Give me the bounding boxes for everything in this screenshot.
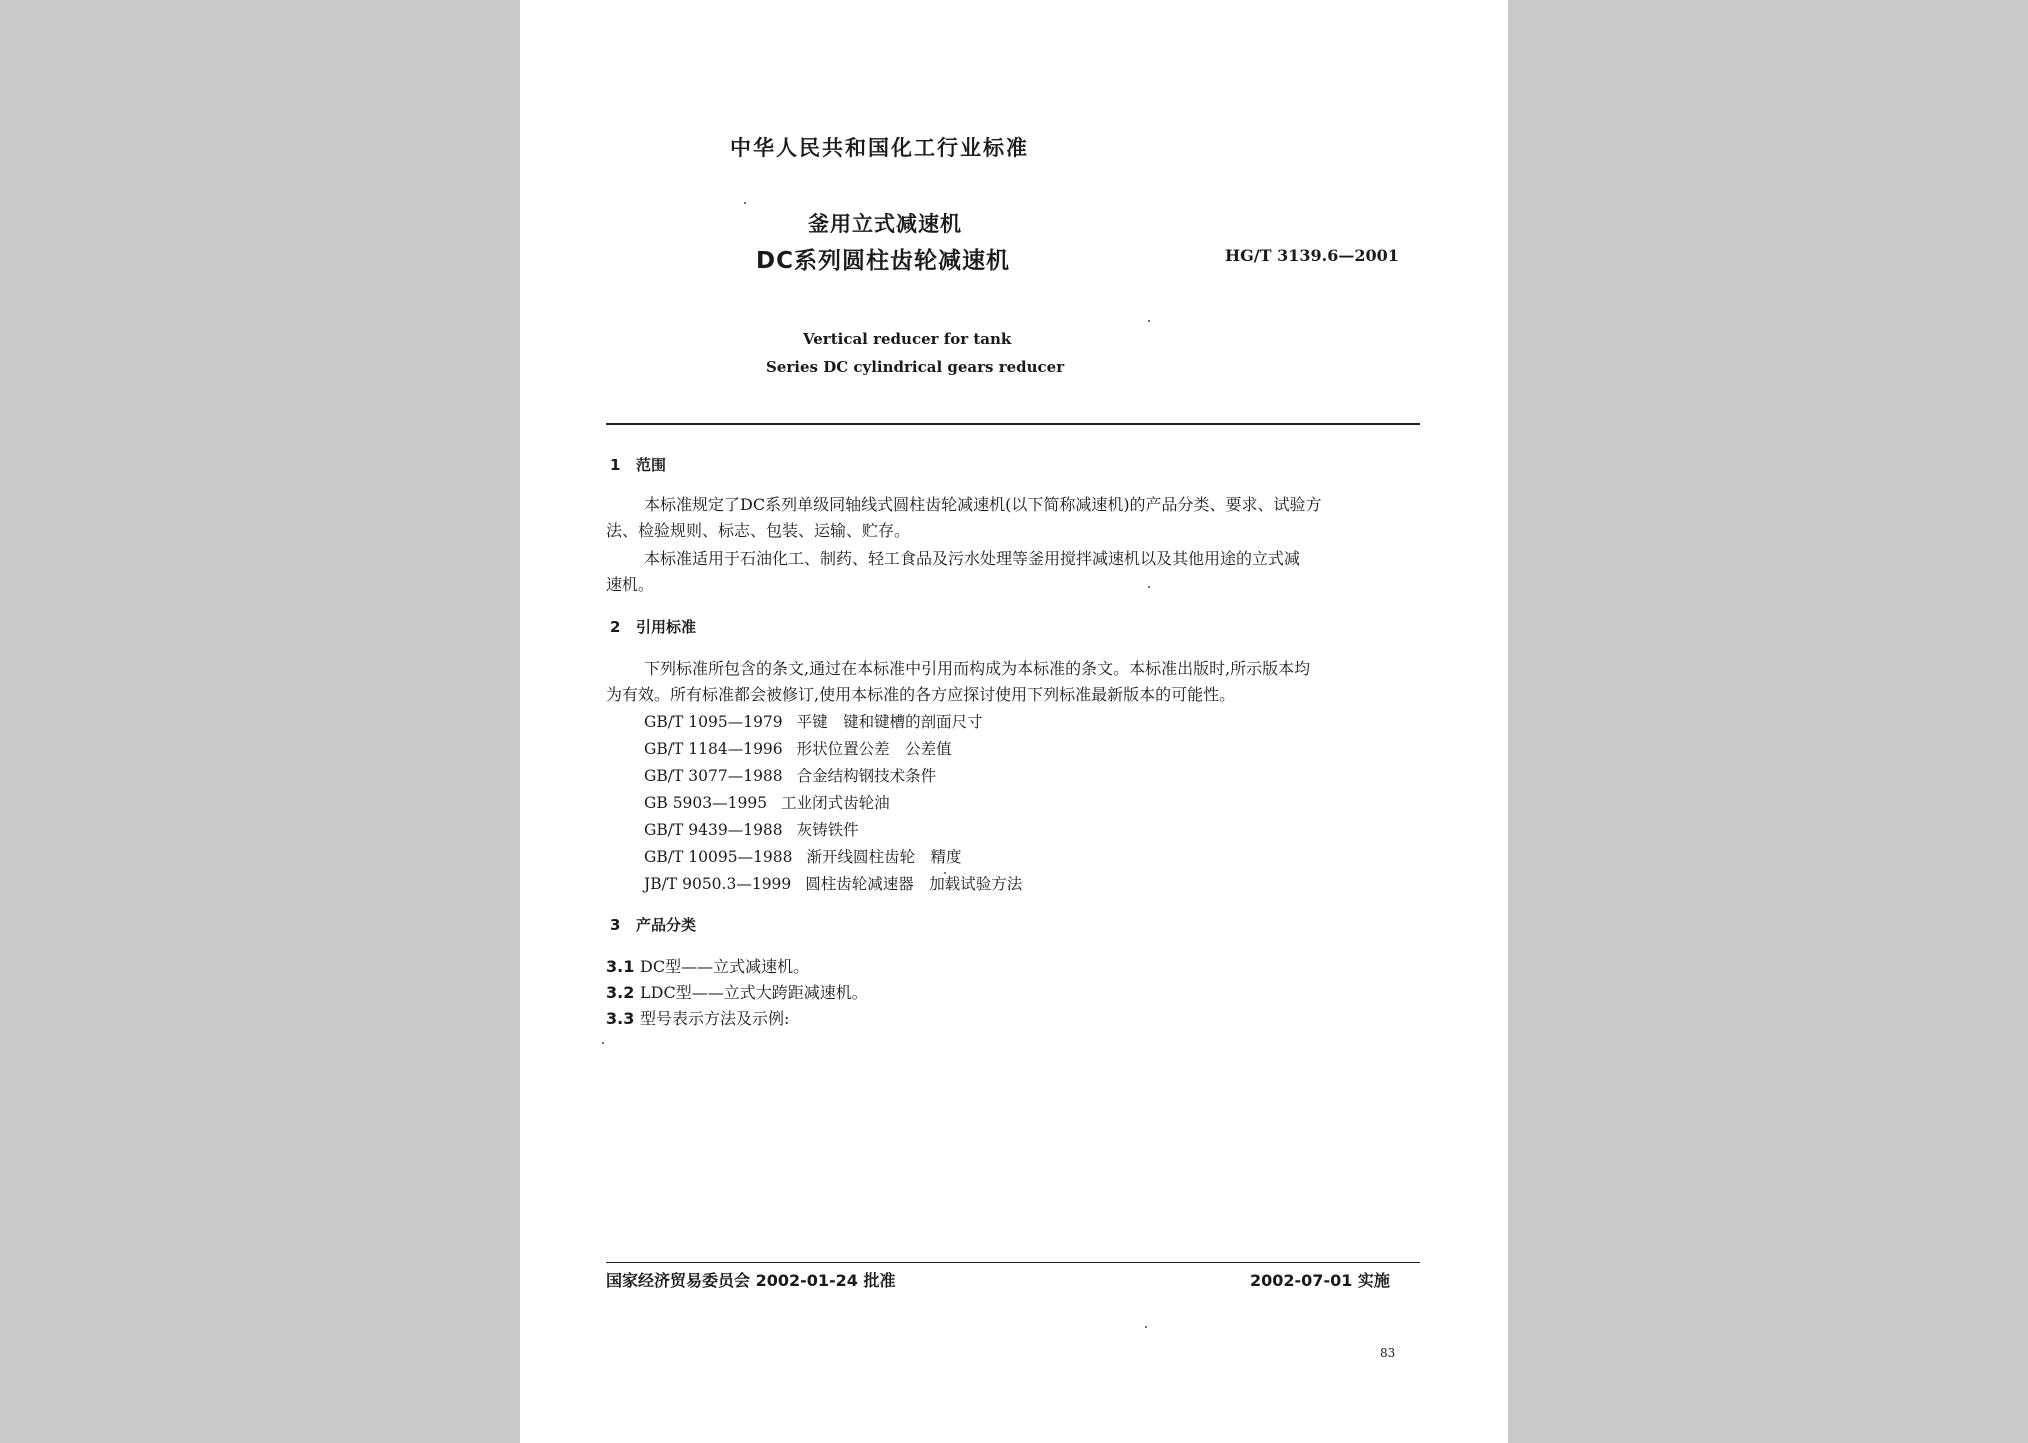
paragraph-line: 本标准规定了DC系列单级同轴线式圆柱齿轮减速机(以下简称减速机)的产品分类、要求、试验方 bbox=[644, 495, 1322, 514]
clause-text: LDC型——立式大跨距减速机。 bbox=[640, 983, 868, 1002]
document-page bbox=[520, 0, 1508, 1443]
reference-title: 形状位置公差 公差值 bbox=[796, 740, 952, 758]
standard-code: HG/T 3139.6—2001 bbox=[1225, 246, 1399, 265]
reference-title: 圆柱齿轮减速器 加载试验方法 bbox=[805, 875, 1023, 893]
section-number: 1 bbox=[610, 456, 621, 474]
reference-code: GB/T 3077—1988 bbox=[644, 767, 783, 785]
clause-number: 3.1 bbox=[606, 957, 635, 976]
clause-item bbox=[606, 980, 868, 1006]
reference-code: GB/T 9439—1988 bbox=[644, 821, 783, 839]
title-english-line-2: Series DC cylindrical gears reducer bbox=[766, 358, 1065, 376]
reference-entry bbox=[644, 872, 1022, 894]
header-divider bbox=[606, 423, 1420, 425]
reference-title: 工业闭式齿轮油 bbox=[781, 794, 890, 812]
reference-entry bbox=[644, 791, 890, 813]
implementation-date: 2002-07-01 实施 bbox=[1250, 1271, 1390, 1290]
clause-text: 型号表示方法及示例: bbox=[640, 1009, 790, 1028]
reference-code: GB/T 10095—1988 bbox=[644, 848, 793, 866]
paragraph-line: 下列标准所包含的条文,通过在本标准中引用而构成为本标准的条文。本标准出版时,所示版本均 bbox=[644, 659, 1311, 678]
clause-item bbox=[606, 1006, 789, 1032]
reference-title: 合金结构钢技术条件 bbox=[796, 767, 937, 785]
reference-code: JB/T 9050.3—1999 bbox=[644, 875, 792, 893]
paragraph-line: 法、检验规则、标志、包装、运输、贮存。 bbox=[606, 521, 911, 540]
scan-speck bbox=[1148, 586, 1150, 588]
reference-code: GB 5903—1995 bbox=[644, 794, 768, 812]
standard-organization: 中华人民共和国化工行业标准 bbox=[730, 136, 1029, 160]
scan-speck bbox=[602, 1042, 604, 1044]
clause-number: 3.3 bbox=[606, 1009, 635, 1028]
section-heading-normative-references bbox=[610, 616, 696, 637]
reference-title: 平键 键和键槽的剖面尺寸 bbox=[796, 713, 983, 731]
footer-divider bbox=[606, 1262, 1420, 1263]
title-chinese-line-2: DC系列圆柱齿轮减速机 bbox=[756, 248, 1010, 274]
reference-entry bbox=[644, 845, 962, 867]
reference-title: 灰铸铁件 bbox=[796, 821, 859, 839]
section-title: 产品分类 bbox=[636, 916, 697, 934]
reference-entry bbox=[644, 818, 859, 840]
title-chinese-line-1: 釜用立式减速机 bbox=[808, 212, 962, 236]
paragraph-line: 为有效。所有标准都会被修订,使用本标准的各方应探讨使用下列标准最新版本的可能性。 bbox=[606, 685, 1236, 704]
approval-statement: 国家经济贸易委员会 2002-01-24 批准 bbox=[606, 1271, 896, 1290]
page-number: 83 bbox=[1380, 1346, 1396, 1360]
paragraph-line: 本标准适用于石油化工、制药、轻工食品及污水处理等釜用搅拌减速机以及其他用途的立式减 bbox=[644, 549, 1301, 568]
section-number: 3 bbox=[610, 916, 621, 934]
reference-entry bbox=[644, 764, 936, 786]
clause-number: 3.2 bbox=[606, 983, 635, 1002]
section-title: 范围 bbox=[636, 456, 667, 474]
clause-item bbox=[606, 954, 809, 980]
section-title: 引用标准 bbox=[636, 618, 697, 636]
clause-text: DC型——立式减速机。 bbox=[640, 957, 810, 976]
title-english-line-1: Vertical reducer for tank bbox=[803, 330, 1012, 348]
reference-title: 渐开线圆柱齿轮 精度 bbox=[806, 848, 962, 866]
scan-speck bbox=[1148, 320, 1150, 322]
reference-code: GB/T 1184—1996 bbox=[644, 740, 783, 758]
section-heading-product-classification bbox=[610, 914, 696, 935]
scan-speck bbox=[944, 872, 946, 874]
scan-speck bbox=[744, 202, 746, 204]
scan-speck bbox=[1145, 1326, 1147, 1328]
section-heading-scope bbox=[610, 454, 666, 475]
reference-code: GB/T 1095—1979 bbox=[644, 713, 783, 731]
paragraph-line: 速机。 bbox=[606, 575, 655, 594]
reference-entry bbox=[644, 737, 952, 759]
reference-entry bbox=[644, 710, 983, 732]
section-number: 2 bbox=[610, 618, 621, 636]
